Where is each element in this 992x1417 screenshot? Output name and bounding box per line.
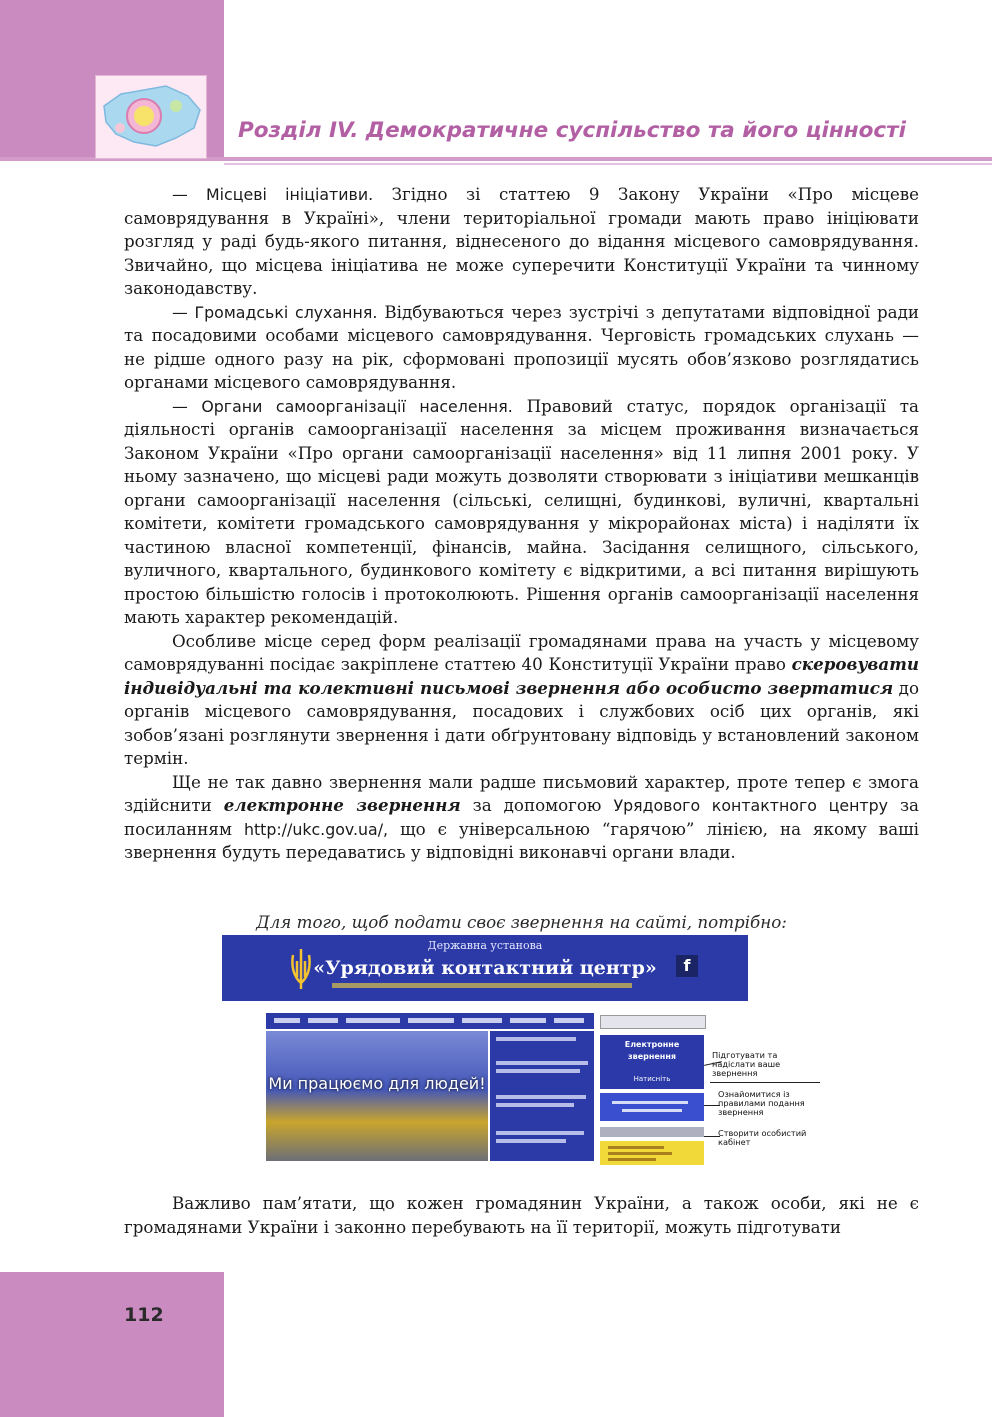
left-color-band-bottom (0, 1272, 224, 1417)
paragraph-closing: Важливо пам’ятати, що кожен громадянин України, а також особи, які не є громадянами України і законно перебувають на її території, можуть підготувати (124, 1193, 919, 1237)
hotline-line (608, 1152, 672, 1155)
paragraph-public-hearings: — Громадські слухання. Відбуваються через зустрічі з депутатами відповідної ради та посадовими особами місцевого самоврядування. Черговість громадських слухань — не рідше одного разу на рік, сформовані пропозиції мусять обов’язково розглядатись органами місцевого самоврядування. (124, 301, 920, 392)
callout-underline (710, 1082, 820, 1083)
nav-item[interactable] (308, 1018, 338, 1023)
news-line (496, 1095, 586, 1099)
news-line (496, 1037, 576, 1041)
site-side-panel (600, 1015, 704, 1165)
main-text (124, 183, 919, 865)
rules-button-line (612, 1101, 688, 1104)
term-local-initiatives: — Місцеві ініціативи. (172, 185, 374, 204)
banner-subtitle: Державна установа (427, 939, 543, 952)
callout-rules: Ознайомитися із правилами подання звернення (718, 1089, 805, 1117)
header-rule-thin (224, 163, 992, 165)
emphasis-appeals: скеровувати індивідуальні та колективні письмові звернення або особисто звертатися (124, 654, 919, 698)
site-banner (222, 935, 748, 1001)
electronic-appeal-sub: Натисніть (633, 1075, 671, 1083)
paragraph-appeals: Особливе місце серед форм реалізації громадянами права на участь у місцевому самоврядуванні посідає закріплене статтею 40 Конституції України право скеровувати індивідуальні та колективні письмові звернення або особисто звертатися до органів місцевого самоврядування, посадових і службових осіб цих органів, які зобов’язані розглянути звернення і дати обґрунтовану відповідь у встановлений законом термін. (124, 630, 919, 768)
callout-cabinet: Створити особистий кабінет (718, 1128, 807, 1147)
paragraph-electronic-appeal: Ще не так давно звернення мали радше письмовий характер, проте тепер є змога здійснити електронне звернення за допомогою Урядового контактного центру за посиланням http://ukc.gov.ua/, що є універсальною “гарячою” лінією, на якому ваші звернення будуть передаватись у відповідні виконавчі органи влади. (124, 771, 920, 862)
website-screenshot-figure (222, 935, 822, 1163)
hotline-line (608, 1158, 656, 1161)
hotline-banner[interactable] (600, 1141, 704, 1165)
rules-button-line (622, 1109, 682, 1112)
figure-caption: Для того, щоб подати своє звернення на сайті, потрібно: (256, 912, 787, 932)
site-nav-bar (266, 1013, 594, 1029)
callout-submit: Підготувати та надіслати ваше звернення (712, 1050, 781, 1078)
contact-center-name: Урядового контактного центру (613, 796, 888, 815)
page-number: 112 (124, 1304, 164, 1326)
chapter-title: Розділ IV. Демократичне суспільство та його цінності (238, 118, 906, 143)
news-line (496, 1061, 588, 1065)
nav-item[interactable] (346, 1018, 400, 1023)
news-line (496, 1103, 574, 1107)
paragraph-local-initiatives: — Місцеві ініціативи. Згідно зі статтею 9 Закону України «Про місцеве самоврядування в Україні», члени територіальної громади мають право ініціювати розгляд у раді будь-якого питання, віднесеного до відання місцевого самоврядування. Звичайно, що місцева ініціатива не може суперечити Конституції України та чинному законодавству. (124, 184, 919, 298)
term-public-hearings: — Громадські слухання. (172, 302, 378, 322)
cabinet-strip[interactable] (600, 1127, 704, 1137)
site-news-column (490, 1031, 594, 1161)
nav-item[interactable] (554, 1018, 584, 1023)
closing-text (124, 1192, 919, 1239)
hotline-line (608, 1146, 664, 1149)
facebook-icon[interactable]: f (676, 955, 698, 977)
nav-item[interactable] (462, 1018, 502, 1023)
banner-tagline (332, 983, 632, 988)
news-line (496, 1131, 584, 1135)
news-line (496, 1139, 566, 1143)
nav-item[interactable] (274, 1018, 300, 1023)
electronic-appeal-title: Електронне звернення (624, 1040, 680, 1061)
nav-item[interactable] (510, 1018, 546, 1023)
site-search-input[interactable] (600, 1015, 706, 1029)
nav-item[interactable] (408, 1018, 454, 1023)
chapter-logo-map-icon (95, 75, 207, 159)
rules-button[interactable] (600, 1093, 704, 1121)
ukc-link[interactable]: http://ukc.gov.ua/, (243, 819, 389, 839)
site-hero-image (266, 1031, 488, 1161)
banner-title: «Урядовий контактний центр» (313, 957, 657, 979)
hero-slogan: Ми працюємо для людей! (268, 1074, 486, 1093)
electronic-appeal-button[interactable] (600, 1035, 704, 1089)
term-self-organization: — Органи самоорганізації населення. (172, 396, 513, 416)
news-line (496, 1069, 580, 1073)
paragraph-self-organization: — Органи самоорганізації населення. Правовий статус, порядок організації та діяльності органів самоорганізації населення за місцем проживання визначається Законом України «Про органи самоорганізації населення» від 11 липня 2001 року. У ньому зазначено, що місцеві ради можуть дозволяти створювати з ініціативи мешканців органи самоорганізації населення (сільські, селищні, будинкові, вуличні, квартальні комітети, комітети громадського самоврядування у мікрорайонах міста) і наділяти їх частиною власної компетенції, фінансів, майна. Засідання селищного, сільського, вуличного, квартального, будинкового комітету є відкритими, а всі питання вирішують простою більшістю голосів і протоколюють. Рішення органів самоорганізації населення мають характер рекомендацій. (124, 395, 919, 627)
emphasis-electronic-appeal: електронне звернення (223, 795, 461, 815)
